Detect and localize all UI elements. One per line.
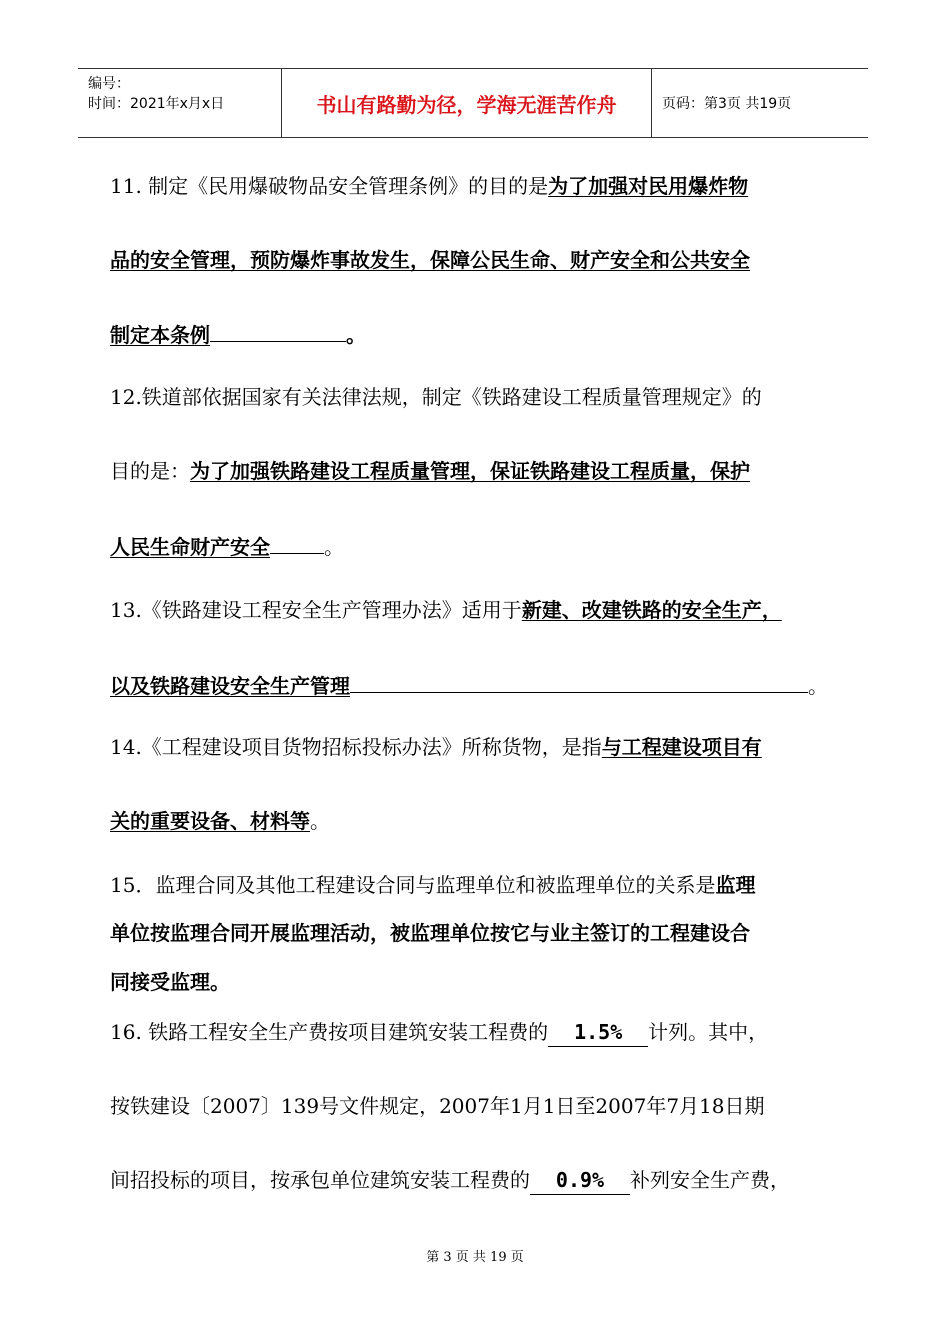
q13-line-2: 以及铁路建设安全生产管理 。	[110, 670, 828, 700]
q15-answer-cont: 单位按监理合同开展监理活动，被监理单位按它与业主签订的工程建设合	[110, 921, 750, 945]
header-motto: 书山有路勤为径，学海无涯苦作舟	[282, 69, 652, 137]
header-page-label: 页码：第3页 共19页	[662, 96, 792, 112]
q15-answer-end: 同接受监理。	[110, 970, 230, 994]
q13-answer: 新建、改建铁路的安全生产，	[521, 598, 782, 622]
q14-line-1: 14.《工程建设项目货物招标投标办法》所称货物，是指与工程建设项目有	[110, 735, 762, 759]
q12-answer: 为了加强铁路建设工程质量管理，保证铁路建设工程质量，保护	[190, 459, 750, 483]
q12-line-2: 目的是：为了加强铁路建设工程质量管理，保证铁路建设工程质量，保护	[110, 459, 750, 483]
q11-line-2	[110, 246, 750, 274]
doc-number-label: 编号：	[88, 76, 130, 92]
q11-answer-end: 制定本条例	[110, 323, 210, 347]
q16-line-3: 间招投标的项目，按承包单位建筑安装工程费的 0.9% 补列安全生产费，	[110, 1166, 790, 1195]
q12-line-1: 12.铁道部依据国家有关法律法规，制定《铁路建设工程质量管理规定》的	[110, 385, 762, 409]
q16-supplement-answer: 0.9%	[530, 1166, 630, 1195]
q16-line-1: 16. 铁路工程安全生产费按项目建筑安装工程费的 1.5% 计列。其中，	[110, 1018, 768, 1047]
q11-blank	[210, 319, 346, 342]
q15-line-2	[110, 919, 750, 947]
q11-line-1: 11. 制定《民用爆破物品安全管理条例》的目的是为了加强对民用爆炸物	[110, 174, 749, 198]
q16-line-2: 按铁建设〔2007〕139号文件规定，2007年1月1日至2007年7月18日期	[110, 1094, 765, 1118]
q13-blank	[350, 670, 808, 693]
q15-line-1: 15．监理合同及其他工程建设合同与监理单位和被监理单位的关系是监理	[110, 873, 756, 897]
q12-line-3: 人民生命财产安全 。	[110, 531, 344, 561]
q14-line-2: 关的重要设备、材料等。	[110, 809, 330, 833]
q12-blank	[270, 531, 324, 554]
q14-answer: 与工程建设项目有	[601, 735, 762, 759]
page-footer: 第 3 页 共 19 页	[426, 1250, 524, 1265]
page-header	[78, 68, 868, 138]
q12-answer-end: 人民生命财产安全	[110, 535, 270, 559]
q15-line-3	[110, 968, 230, 996]
q14-answer-end: 关的重要设备、材料等	[110, 809, 310, 833]
time-label: 时间：2021年x月x日	[88, 96, 225, 112]
q15-answer: 监理	[715, 873, 756, 897]
header-meta	[78, 69, 282, 137]
q13-line-1: 13.《铁路建设工程安全生产管理办法》适用于新建、改建铁路的安全生产，	[110, 598, 782, 622]
q13-answer-end: 以及铁路建设安全生产管理	[110, 674, 350, 698]
q11-line-3: 制定本条例 。	[110, 319, 366, 349]
q11-answer: 为了加强对民用爆炸物	[548, 174, 749, 198]
q16-rate-answer: 1.5%	[548, 1018, 648, 1047]
q11-answer-cont: 品的安全管理，预防爆炸事故发生，保障公民生命、财产安全和公共安全	[110, 248, 750, 272]
